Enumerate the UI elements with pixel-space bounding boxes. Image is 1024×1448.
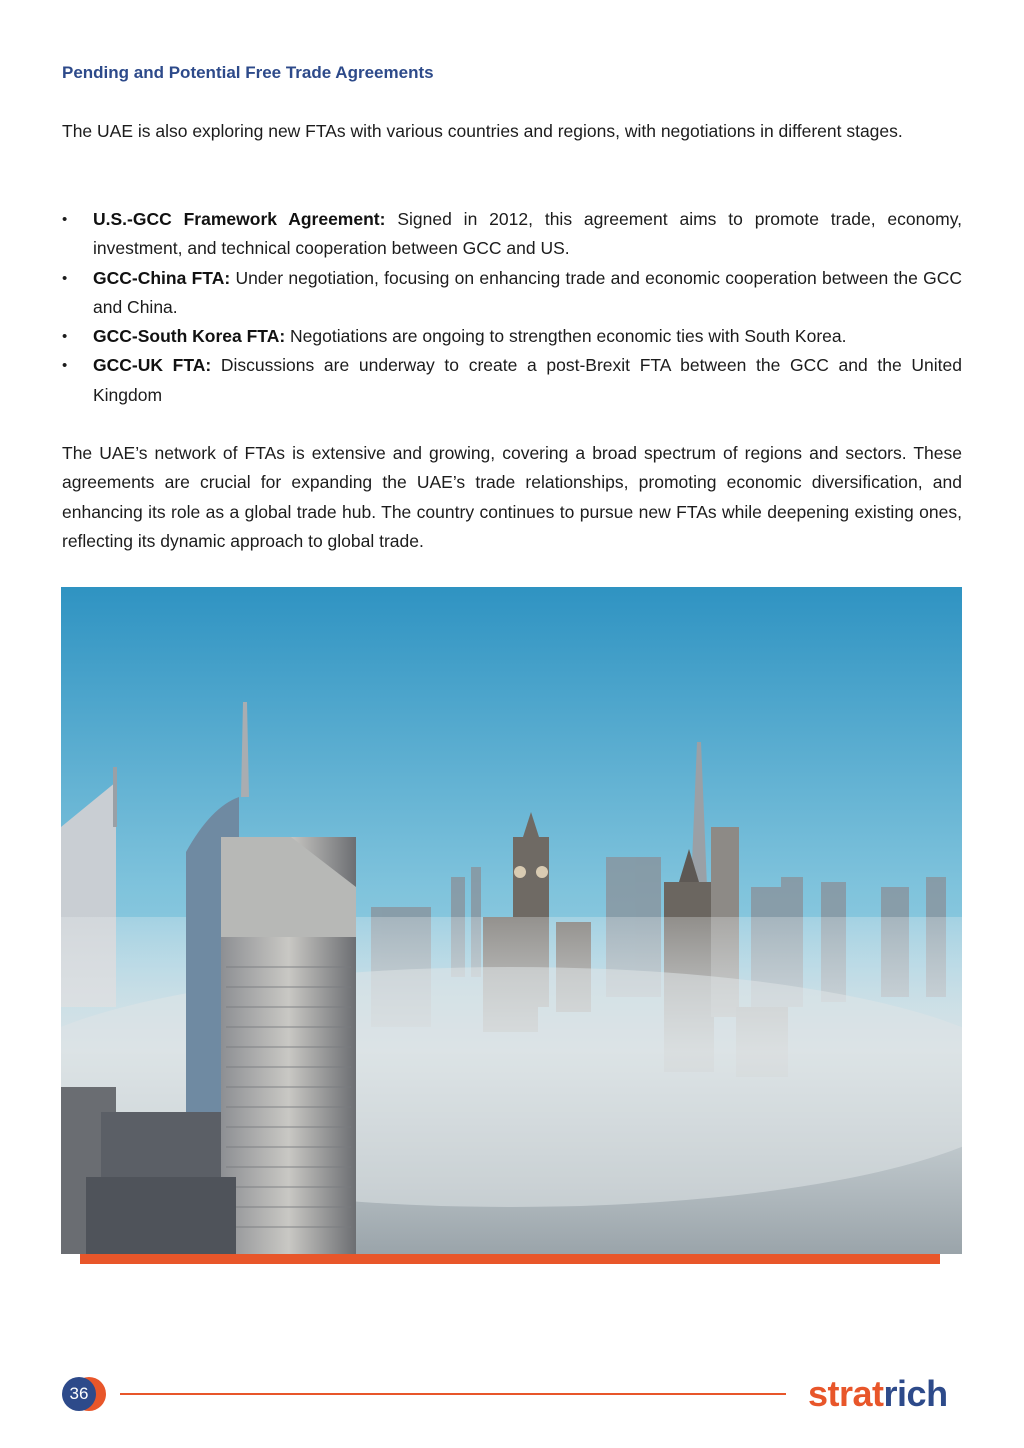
bullet-icon: • (62, 328, 68, 346)
fta-bullet-list (62, 205, 962, 410)
stratrich-logo (808, 1370, 964, 1416)
bullet-term: GCC-South Korea FTA: (93, 326, 286, 347)
bullet-text: Under negotiation, focusing on enhancing trade and economic cooperation between the GCC and China. (93, 267, 962, 317)
bullet-term: GCC-UK FTA: (93, 355, 212, 376)
bullet-term: GCC-China FTA: (93, 267, 231, 288)
city-skyline-photo (61, 587, 962, 1254)
list-item (62, 205, 962, 264)
bullet-icon: • (62, 269, 68, 287)
bullet-icon: • (62, 211, 68, 228)
bullet-text: Negotiations are ongoing to strengthen economic ties with South Korea. (285, 326, 847, 347)
svg-text:stratrich: stratrich (808, 1373, 948, 1414)
closing-paragraph: The UAE’s network of FTAs is extensive and growing, covering a broad spectrum of regions and sectors. These agreements are crucial for expanding the UAE’s trade relationships, promoting economic diversification, and enhancing its role as a global trade hub. The country continues to pursue new FTAs while deepening existing ones, reflecting its dynamic approach to global trade. (62, 443, 962, 551)
list-item (62, 351, 962, 410)
bullet-text: Signed in 2012, this agreement aims to promote trade, economy, investment, and technical cooperation between GCC and US. (93, 209, 963, 259)
photo-accent-bar (80, 1254, 940, 1264)
bullet-icon: • (62, 357, 68, 375)
page-number-badge (62, 1377, 106, 1411)
page-number: 36 (62, 1377, 96, 1411)
bullet-text: Discussions are underway to create a post-Brexit FTA between the GCC and the United Kingdom (93, 355, 963, 405)
list-item (62, 322, 962, 351)
footer-divider (120, 1393, 786, 1395)
list-item (62, 264, 962, 323)
bullet-term: U.S.-GCC Framework Agreement: (93, 209, 386, 229)
intro-paragraph: The UAE is also exploring new FTAs with various countries and regions, with negotiations in different stages. (62, 121, 903, 141)
section-heading: Pending and Potential Free Trade Agreements (62, 63, 434, 82)
